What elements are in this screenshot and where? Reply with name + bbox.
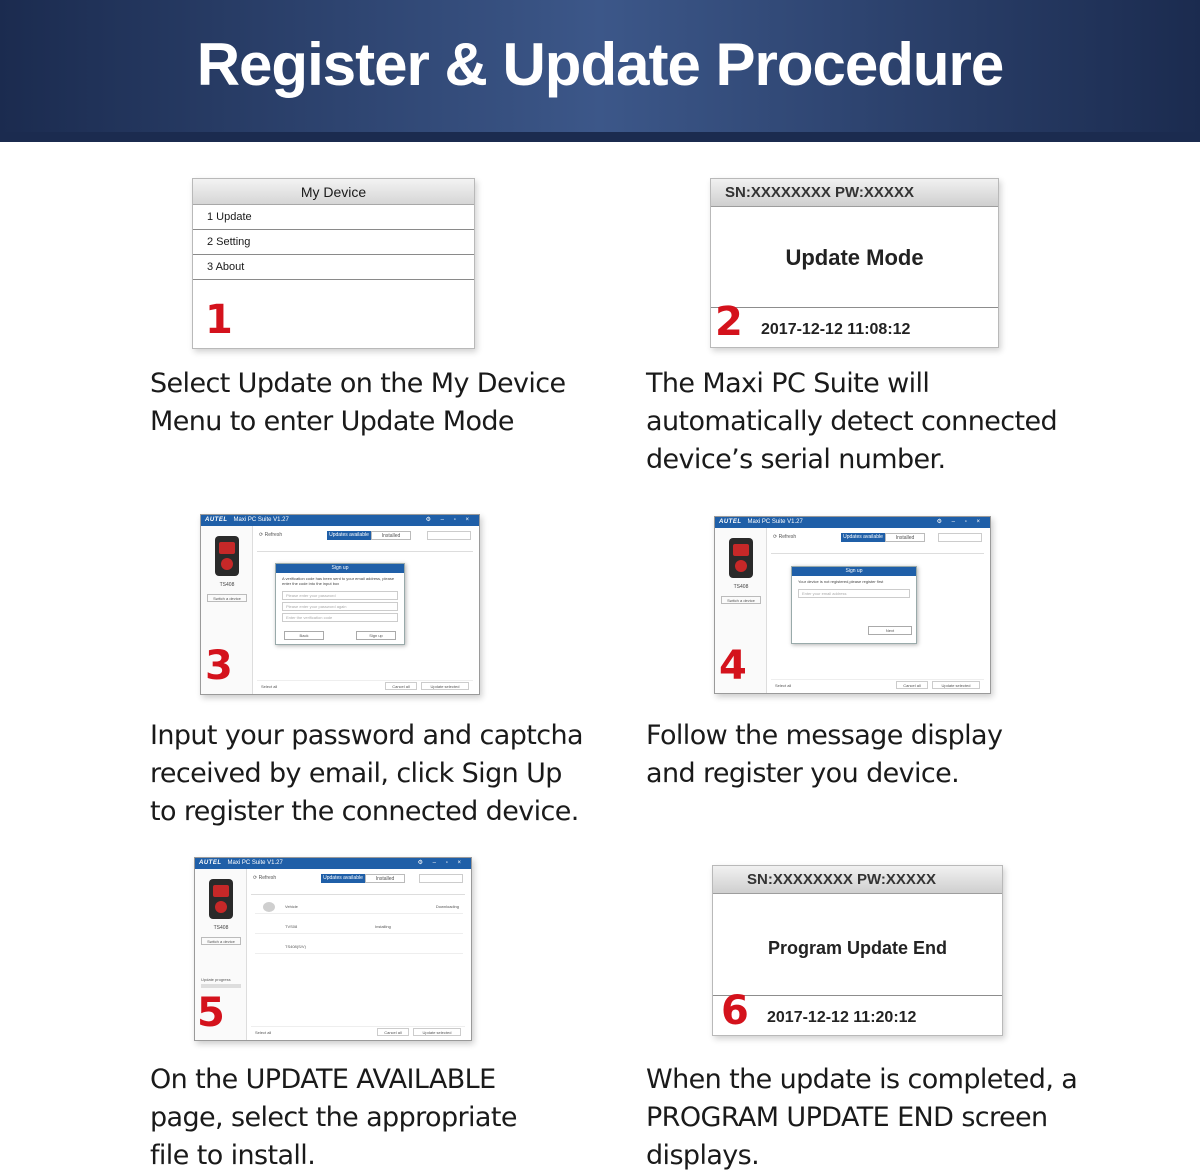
bottom-bar [257,680,473,690]
step-5-caption: On the UPDATE AVAILABLE page, select the appropriate file to install. [150,1064,517,1171]
software-name: Vehicle [285,904,298,909]
select-all-checkbox[interactable]: Select all [775,683,792,688]
refresh-label: Refresh [264,532,283,538]
tab-updates-available[interactable]: Updates available [321,874,365,883]
switch-device-button[interactable]: Switch a device [207,594,247,602]
row-status: Installing [375,924,391,929]
search-input[interactable] [419,874,463,883]
update-progress [201,977,241,988]
list-item[interactable] [255,920,463,934]
app-title: Maxi PC Suite V1.27 [233,517,289,523]
step-number-2: 2 [715,299,743,345]
cancel-all-button[interactable]: Cancel all [385,682,417,690]
step-3-caption: Input your password and captcha received by email, click Sign Up to register the connected device. [150,720,583,827]
window-controls-icon[interactable]: ⚙ – ▫ × [425,517,473,523]
tab-installed[interactable]: Installed [365,874,405,883]
serial-line: SN:XXXXXXXX PW:XXXXX [713,866,1002,894]
switch-device-button[interactable]: Switch a device [201,937,241,945]
tab-installed[interactable]: Installed [371,531,411,540]
step-2-device-screen [710,178,999,348]
header-divider [0,132,1200,142]
step-1-device-menu [192,178,475,349]
column-header [251,887,465,895]
app-brand: AUTEL [199,860,222,866]
app-brand: AUTEL [719,519,742,525]
dialog-title: Sign up [792,567,916,576]
scanner-device-icon [215,536,239,576]
refresh-button[interactable]: ⟳ Refresh [253,875,277,881]
step-4-software-window [714,516,991,694]
scanner-device-icon [729,538,753,578]
update-selected-button[interactable]: Update selected [421,682,469,690]
sign-up-button[interactable]: Sign up [356,631,396,640]
back-button[interactable]: Back [284,631,324,640]
refresh-button[interactable]: ⟳ Refresh [259,532,283,538]
step-number-4: 4 [719,643,747,689]
column-header [771,546,984,554]
email-field[interactable]: Enter your email address [798,589,910,598]
tab-installed[interactable]: Installed [885,533,925,542]
step-number-6: 6 [721,988,749,1034]
step-number-3: 3 [205,643,233,689]
refresh-button[interactable]: ⟳ Refresh [773,534,797,540]
column-header [257,544,473,552]
update-selected-button[interactable]: Update selected [932,681,980,689]
cancel-all-button[interactable]: Cancel all [896,681,928,689]
app-title: Maxi PC Suite V1.27 [747,519,803,525]
car-icon [263,902,275,912]
update-selected-button[interactable]: Update selected [413,1028,461,1036]
step-4-caption: Follow the message display and register you device. [646,720,1003,789]
list-item[interactable] [255,940,463,954]
menu-item-update[interactable]: 1 Update [193,205,474,230]
software-name: TS408(S/V) [285,944,306,949]
step-number-1: 1 [205,297,233,343]
cancel-all-button[interactable]: Cancel all [377,1028,409,1036]
refresh-label: Refresh [778,534,797,540]
window-controls-icon[interactable]: ⚙ – ▫ × [417,860,465,866]
search-input[interactable] [938,533,982,542]
toolbar [251,874,465,884]
bottom-bar [251,1026,465,1036]
device-label: TS408 [219,582,235,588]
app-title: Maxi PC Suite V1.27 [227,860,283,866]
dialog-text: Your device is not registered,please register first [798,579,884,584]
verification-code-field[interactable]: Enter the verification code [282,613,398,622]
register-dialog [791,566,917,644]
device-label: TS408 [213,925,229,931]
password-field[interactable]: Please enter your password [282,591,398,600]
app-brand: AUTEL [205,517,228,523]
tab-updates-available[interactable]: Updates available [327,531,371,540]
tab-updates-available[interactable]: Updates available [841,533,885,542]
header-banner [0,0,1200,132]
timestamp: 2017-12-12 11:08:12 [711,307,998,347]
toolbar [257,531,473,541]
step-5-software-window [194,857,472,1041]
step-1-caption: Select Update on the My Device Menu to enter Update Mode [150,368,566,437]
next-button[interactable]: Next [868,626,912,635]
list-item[interactable] [255,900,463,914]
step-6-device-screen [712,865,1003,1036]
step-3-software-window [200,514,480,695]
switch-device-button[interactable]: Switch a device [721,596,761,604]
page-title: Register & Update Procedure [196,31,1004,98]
device-label: TS408 [733,584,749,590]
password-confirm-field[interactable]: Please enter your password again [282,602,398,611]
timestamp: 2017-12-12 11:20:12 [713,995,1002,1035]
search-input[interactable] [427,531,471,540]
toolbar [771,533,984,543]
window-controls-icon[interactable]: ⚙ – ▫ × [936,519,984,525]
dialog-text: A verification code has been sent to your email address, please enter the code into the input box [282,576,395,586]
step-6-caption: When the update is completed, a PROGRAM UPDATE END screen displays. [646,1064,1078,1171]
mode-text: Update Mode [785,245,924,270]
dialog-title: Sign up [276,564,404,573]
serial-line: SN:XXXXXXXX PW:XXXXX [711,179,998,207]
row-status: Downloading [435,904,459,909]
mode-text: Program Update End [767,938,948,958]
refresh-label: Refresh [258,875,277,881]
software-name: TVS08 [285,924,298,929]
select-all-checkbox[interactable]: Select all [261,684,278,689]
progress-label: Update progress [201,977,231,982]
step-2-caption: The Maxi PC Suite will automatically detect connected device’s serial number. [646,368,1057,475]
menu-item-about[interactable]: 3 About [193,255,474,280]
signup-dialog [275,563,405,645]
scanner-device-icon [209,879,233,919]
menu-title: My Device [193,179,474,205]
step-number-5: 5 [197,990,225,1036]
bottom-bar [771,679,984,689]
menu-item-setting[interactable]: 2 Setting [193,230,474,255]
progress-bar [201,984,241,988]
select-all-checkbox[interactable]: Select all [255,1030,272,1035]
